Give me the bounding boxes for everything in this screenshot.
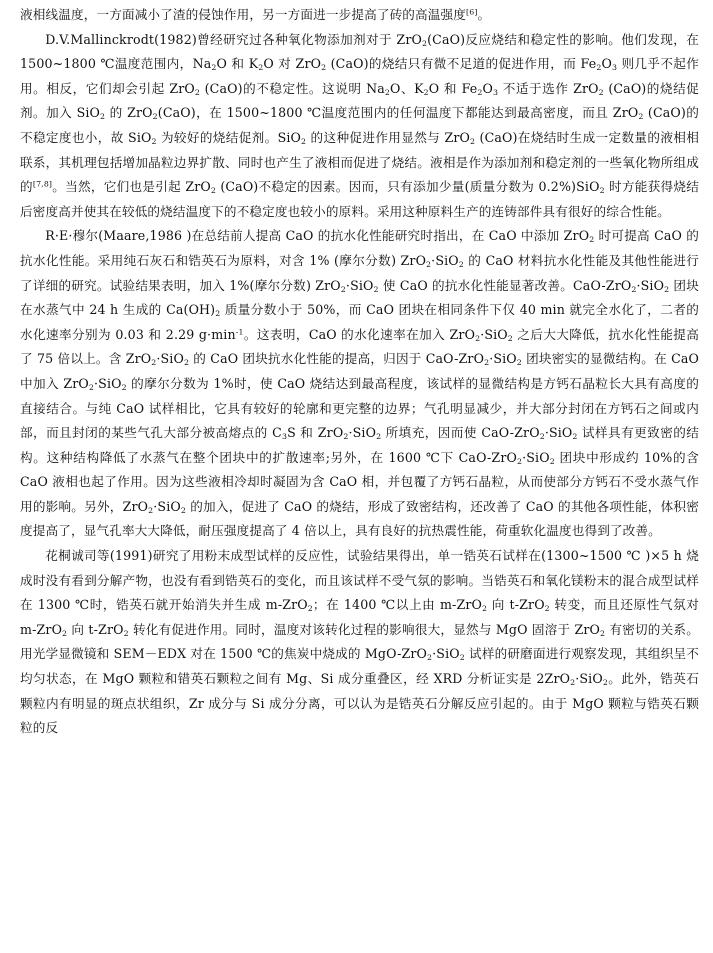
paragraph-2: D.V.Mallinckrodt(1982)曾经研究过各种氧化物添加剂对于 ZrO$_2$(CaO)反应烧结和稳定性的影响。他们发现，在 1500~1800 ℃温度范围内，$Na_2O$ 和 $K_2O$ 对 ZrO$_2$ (CaO)的烧结只有微不足道的促进作用，而 $Fe_2O_3$ 则几乎不起作用。相反，它们却会引起 ZrO$_2$ (CaO)的不稳定性。这说明 $Na_2O$、$K_2O$ 和 $Fe_2O_3$ 不适于选作 ZrO$_2$ (CaO)的烧结促剂。加入 SiO$_2$ 的 ZrO$_2$(CaO)，在 1500~1800 ℃温度范围内的任何温度下都能达到最高密度，而且 ZrO$_2$ (CaO)的不稳定度也小，故 SiO$_2$ 为较好的烧结促剂。SiO$_2$ 的这种促进作用显然与 ZrO$_2$ (CaO)在烧结时生成一定数量的液相相联系，其机理包括增加晶粒边界扩散、同时也产生了液相而促进了烧结。液相是作为添加剂和稳定剂的一些氧化物所组成的[7,8]。当然，它们也是引起 ZrO$_2$ (CaO)不稳定的因素。因而，只有添加少量(质量分数为 0.2%)SiO$_2$ 时方能获得烧结后密度高并使其在较低的烧结温度下的不稳定度也较小的原料。采用这种原料生产的连铸部件具有很好的综合性能。 [20,31,700,219]
paragraph-4: 花桐诚司等(1991)研究了用粉末成型试样的反应性，试验结果得出，单一锆英石试样在(1300~1500 ℃ )×5 h 烧成时没有看到分解产物，也没有看到锆英石的变化，而且该试样不受气氛的影响。当锆英石和氧化镁粉末的混合成型试样在 1300 ℃时，锆英石就开始消失并生成 m-ZrO$_2$；在 1400 ℃以上由 m-ZrO$_2$ 向 t-ZrO$_2$ 转变，而且还原性气氛对 m-ZrO$_2$ 向 t-ZrO$_2$ 转化有促进作用。同时，温度对该转化过程的影响很大，显然与 MgO 固溶于 ZrO$_2$ 有密切的关系。用光学显微镜和 SEM－EDX 对在 1500 ℃的焦炭中烧成的 MgO-ZrO$_2$·SiO$_2$ 试样的研磨面进行观察发现，其组织呈不均匀状态，在 MgO 颗粒和错英石颗粒之间有 Mg、Si 成分重叠区，经 XRD 分析证实是 2ZrO$_2$·SiO$_2$。此外，锆英石颗粒内有明显的斑点状组织，Zr 成分与 Si 成分分离，可以认为是锆英石分解反应引起的。由于 MgO 颗粒与锆英石颗粒的反 [20,548,699,736]
paragraph-3: R·E·穆尔(Maare,1986 )在总结前人提高 CaO 的抗水化性能研究时指出，在 CaO 中添加 ZrO$_2$ 时可提高 CaO 的抗水化性能。采用纯石灰石和锆英石为原料，对含 1% (摩尔分数) ZrO$_2$·SiO$_2$ 的 CaO 材料抗水化性能及其他性能进行了详细的研究。试验结果表明，加入 1%(摩尔分数) ZrO$_2$·SiO$_2$ 使 CaO 的抗水化性能显著改善。CaO-ZrO$_2$·SiO$_2$ 团块在水蒸气中 24 h 生成的 $Ca(OH)_2$ 质量分数小于 50%，而 CaO 团块在相同条件下仅 40 min 就完全水化了，二者的水化速率分别为 0.03 和 2.29 $g\cdot\min^{-1}$。这表明，CaO 的水化速率在加入 ZrO$_2$·SiO$_2$ 之后大大降低，抗水化性能提高了 75 倍以上。含 ZrO$_2$·SiO$_2$ 的 CaO 团块抗水化性能的提高，归因于 CaO-ZrO$_2$·SiO$_2$ 团块密实的显微结构。在 CaO 中加入 ZrO$_2$·SiO$_2$ 的摩尔分数为 1%时，使 CaO 烧结达到最高程度，该试样的显微结构是方钙石晶粒长大具有高度的直接结合。与纯 CaO 试样相比，它具有较好的轮廓和更完整的边界；气孔明显减少，并大部分封闭在方钙石之间或内部，而且封闭的某些气孔大部分被高熔点的 $C_3S$ 和 ZrO$_2$·SiO$_2$ 所填充，因而使 CaO-ZrO$_2$·SiO$_2$ 试样具有更致密的结构。这种结构降低了水蒸气在整个团块中的扩散速率;另外，在 1600 ℃下 CaO-ZrO$_2$·SiO$_2$ 团块中形成约 10%的含 CaO 液相也起了作用。因为这些液相冷却时凝固为含 CaO 相，并包覆了方钙石晶粒，从而使部分方钙石不受水蒸气作用的影响。另外，ZrO$_2$·SiO$_2$ 的加入，促进了 CaO 的烧结，形成了致密结构，还改善了 CaO 的其他各项性能，体积密度提高了，显气孔率大大降低，耐压强度提高了 4 倍以上，具有良好的抗热震性能，荷重软化温度也得到了改善。 [20,228,700,539]
paragraph-1: 液相线温度，一方面减小了渣的侵蚀作用，另一方面进一步提高了砖的高温强度[6]。 [20,7,491,22]
